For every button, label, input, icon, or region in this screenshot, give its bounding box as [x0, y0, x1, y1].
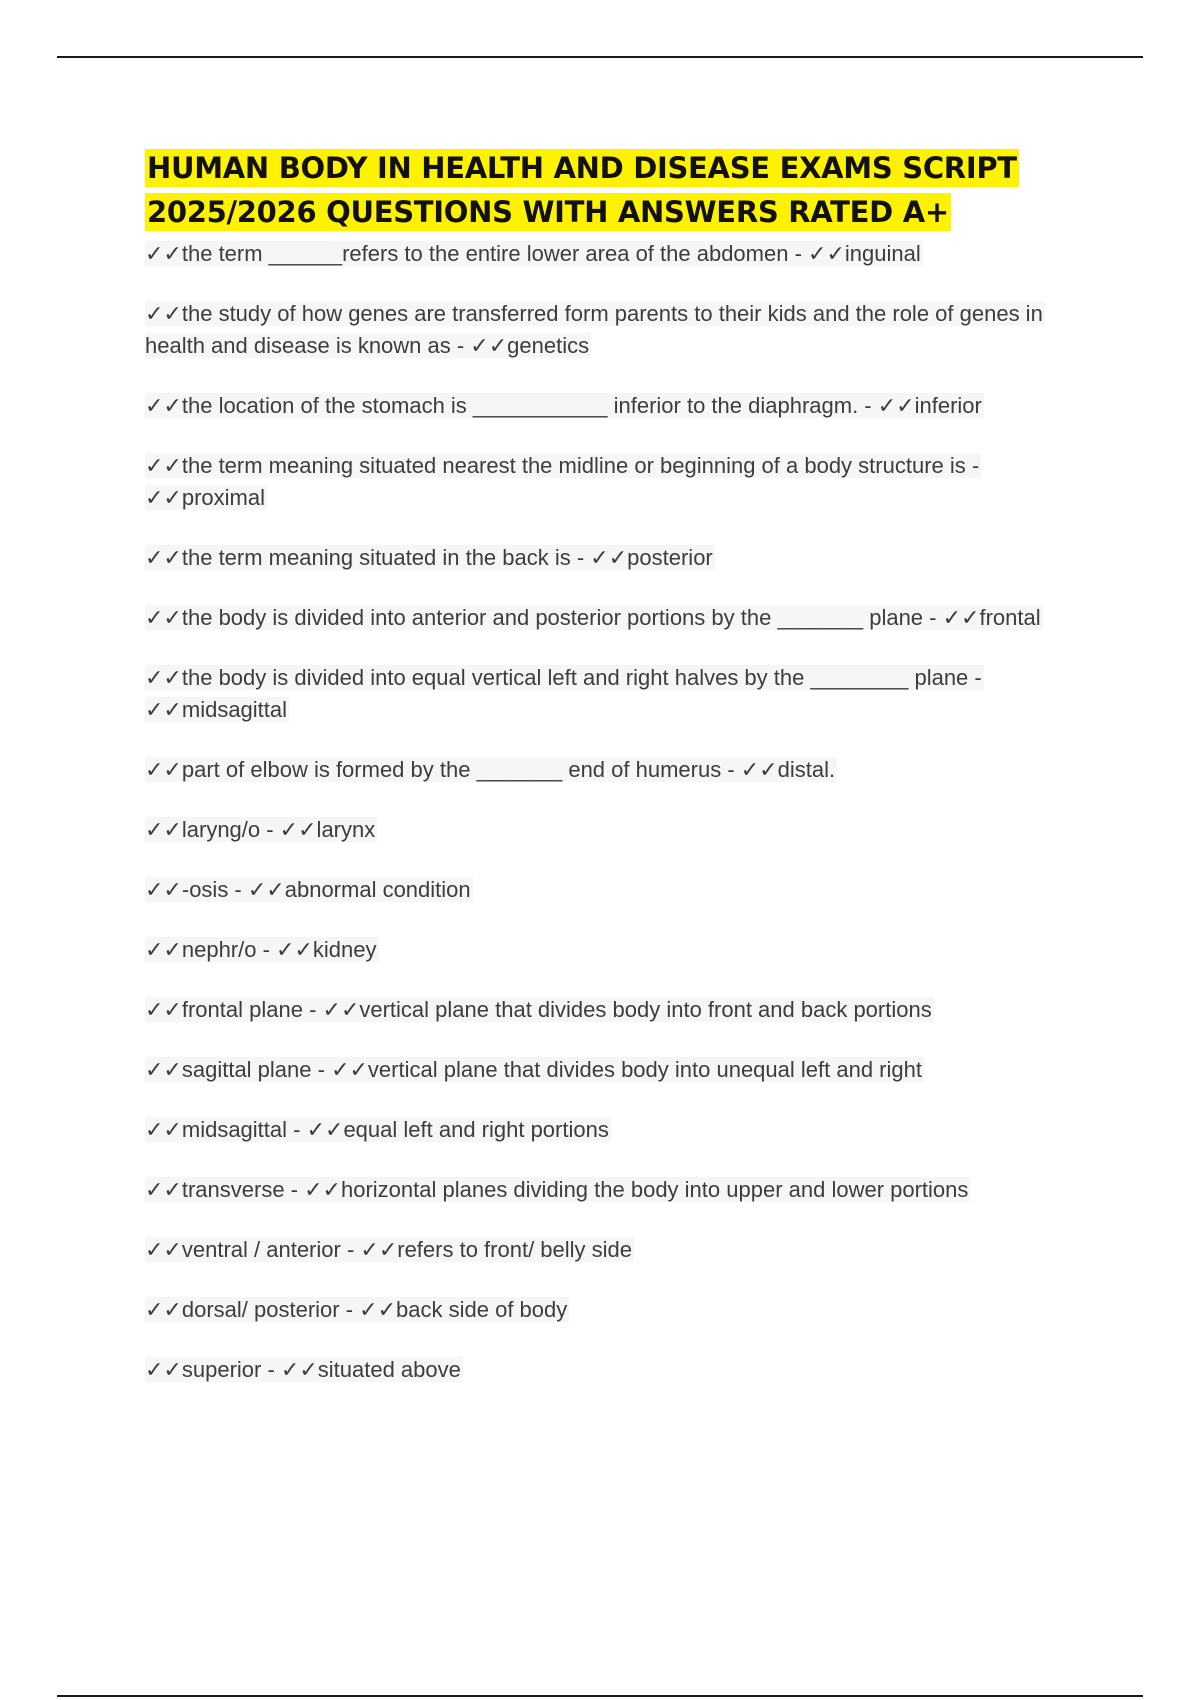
list-item: ✓✓midsagittal - ✓✓equal left and right portions [145, 1117, 609, 1142]
list-item: ✓✓-osis - ✓✓abnormal condition [145, 877, 471, 902]
bottom-rule [57, 1695, 1143, 1697]
document-body [145, 146, 1075, 1414]
list-item: ✓✓part of elbow is formed by the _______ end of humerus - ✓✓distal. [145, 757, 836, 782]
list-item: ✓✓the term meaning situated nearest the midline or beginning of a body structure is - ✓✓proximal [145, 453, 980, 510]
document-title [145, 146, 1075, 234]
list-item: ✓✓sagittal plane - ✓✓vertical plane that divides body into unequal left and right [145, 1057, 922, 1082]
list-item: ✓✓the term ______refers to the entire lower area of the abdomen - ✓✓inguinal [145, 241, 921, 266]
list-item: ✓✓superior - ✓✓situated above [145, 1357, 461, 1382]
top-rule [57, 56, 1143, 58]
list-item: ✓✓dorsal/ posterior - ✓✓back side of body [145, 1297, 568, 1322]
list-item: ✓✓frontal plane - ✓✓vertical plane that divides body into front and back portions [145, 997, 932, 1022]
list-item: ✓✓the location of the stomach is ___________ inferior to the diaphragm. - ✓✓inferior [145, 393, 982, 418]
list-item: ✓✓nephr/o - ✓✓kidney [145, 937, 377, 962]
qa-list [145, 238, 1075, 1386]
list-item: ✓✓the term meaning situated in the back is - ✓✓posterior [145, 545, 713, 570]
list-item: ✓✓transverse - ✓✓horizontal planes dividing the body into upper and lower portions [145, 1177, 969, 1202]
list-item: ✓✓laryng/o - ✓✓larynx [145, 817, 376, 842]
list-item: ✓✓the study of how genes are transferred form parents to their kids and the role of genes in health and disease is known as - ✓✓genetics [145, 301, 1043, 358]
list-item: ✓✓the body is divided into anterior and posterior portions by the _______ plane - ✓✓frontal [145, 605, 1041, 630]
list-item: ✓✓the body is divided into equal vertical left and right halves by the ________ plane - ✓✓midsagittal [145, 665, 982, 722]
title-highlight: HUMAN BODY IN HEALTH AND DISEASE EXAMS SCRIPT 2025/2026 QUESTIONS WITH ANSWERS RATED A+ [147, 151, 1017, 229]
list-item: ✓✓ventral / anterior - ✓✓refers to front/ belly side [145, 1237, 633, 1262]
